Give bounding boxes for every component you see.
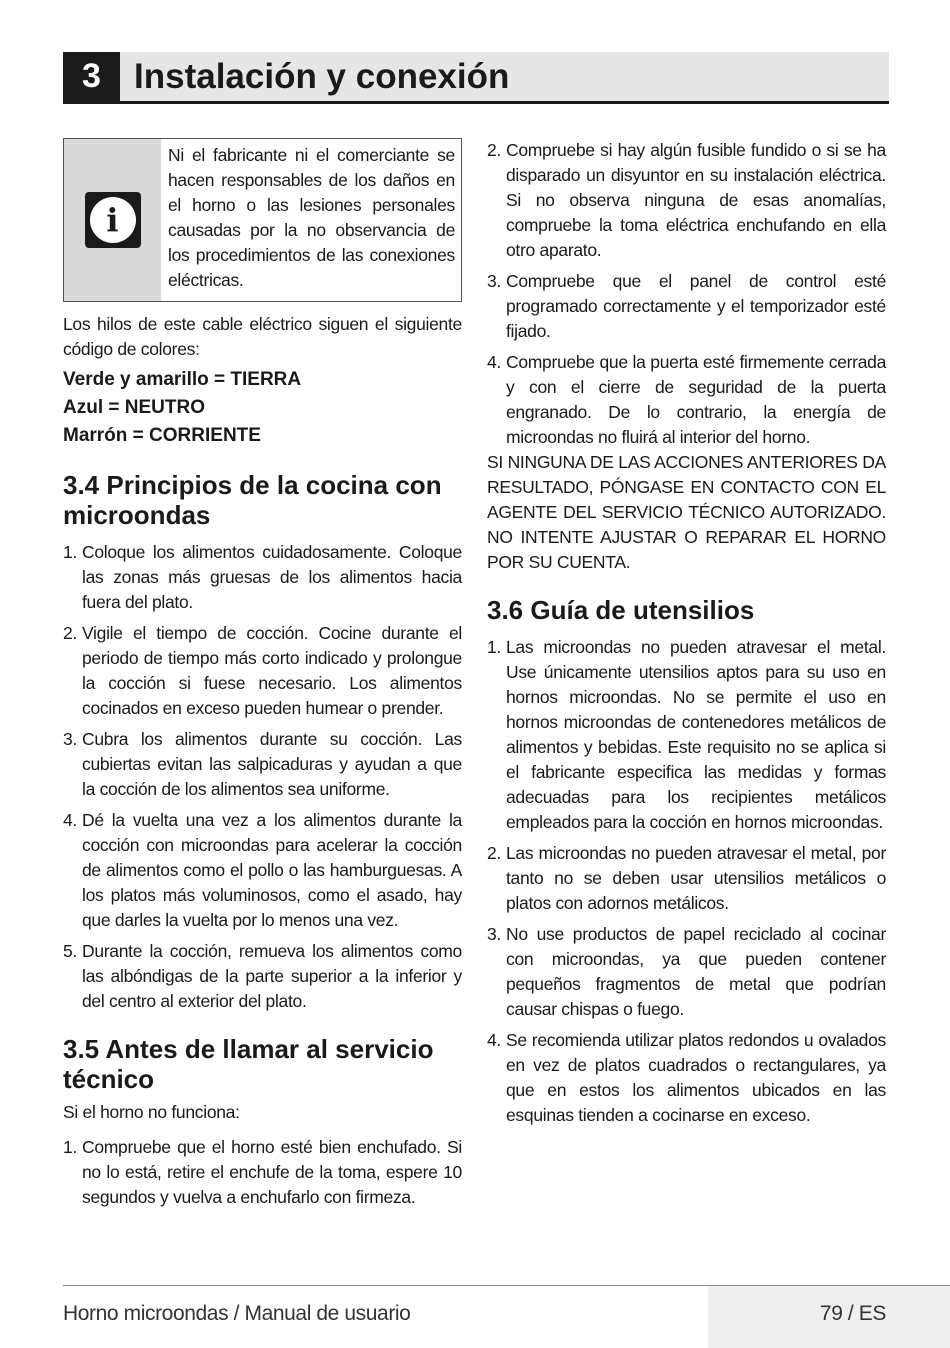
section-3-5-list-part2 (487, 138, 886, 450)
page-number: 79 / ES (819, 1302, 886, 1325)
info-note (63, 138, 462, 302)
list-item: 5. Durante la cocción, remueva los alimentos como las albóndigas de la parte superior a la inferior y del centro al exterior del plato. (63, 941, 462, 1011)
section-3-5-intro: Si el horno no funciona: (63, 1102, 240, 1122)
list-item: 1. Compruebe que el horno esté bien enchufado. Si no lo está, retire el enchufe de la toma, espere 10 segundos y vuelva a enchufarlo con firmeza. (63, 1137, 462, 1207)
section-3-5-list-part1 (63, 1135, 462, 1210)
service-warning: SI NINGUNA DE LAS ACCIONES ANTERIORES DA RESULTADO, PÓNGASE EN CONTACTO CON EL AGENTE DEL SERVICIO TÉCNICO AUTORIZADO. NO INTENTE AJUSTAR O REPARAR EL HORNO POR SU CUENTA. (487, 452, 886, 572)
chapter-header (63, 52, 889, 104)
list-item: 4. Dé la vuelta una vez a los alimentos durante la cocción con microondas para acelerar la cocción de alimentos como el pollo o las hamburguesas. A los platos más voluminosos, como el asado, hay que darles la vuelta por lo menos una vez. (63, 810, 462, 930)
color-code-earth: Verde y amarillo = TIERRA (63, 369, 302, 390)
section-3-6-title: 3.6 Guía de utensilios (487, 595, 755, 625)
section-3-5-title: 3.5 Antes de llamar al servicio técnico (63, 1034, 434, 1094)
list-item: 2. Las microondas no pueden atravesar el metal, por tanto no se deben usar utensilios metálicos o platos con adornos metálicos. (487, 843, 886, 913)
list-item: 3. No use productos de papel reciclado al cocinar con microondas, ya que pueden contener pequeños fragmentos de metal que podrían causar chispas o fuego. (487, 924, 886, 1019)
footer-manual-title: Horno microondas / Manual de usuario (63, 1302, 411, 1325)
list-item: 1. Coloque los alimentos cuidadosamente. Coloque las zonas más gruesas de los alimentos hacia fuera del plato. (63, 542, 462, 612)
color-code-neutral: Azul = NEUTRO (63, 397, 205, 418)
wiring-intro: Los hilos de este cable eléctrico siguen el siguiente código de colores: (63, 314, 462, 359)
section-3-6-list (487, 635, 886, 1128)
info-icon: i (85, 192, 141, 248)
list-item: 2. Compruebe si hay algún fusible fundido o si se ha disparado un disyuntor en su instalación eléctrica. Si no observa ninguna de esas anomalías, compruebe la toma eléctrica enchufando en ella otro aparato. (487, 140, 886, 260)
list-item: 3. Cubra los alimentos durante su cocción. Las cubiertas evitan las salpicaduras y ayudan a que la cocción de los alimentos sea uniforme. (63, 729, 462, 799)
wiring-color-codes (63, 366, 462, 450)
list-item: 1. Las microondas no pueden atravesar el metal. Use únicamente utensilios aptos para su uso en hornos microondas. No se permite el uso en hornos microondas de contenedores metálicos de alimentos y bebidas. Este requisito no se aplica si el fabricante especifica las medidas y formas adecuadas para los recipientes metálicos empleados para la cocción en hornos microondas. (487, 637, 886, 832)
color-code-live: Marrón = CORRIENTE (63, 425, 261, 446)
list-item: 4. Se recomienda utilizar platos redondos u ovalados en vez de platos cuadrados o rectangulares, ya que en estos los alimentos ubicados en las esquinas tienden a cocinarse en exceso. (487, 1030, 886, 1125)
chapter-number: 3 (63, 52, 120, 101)
list-item: 4. Compruebe que la puerta esté firmemente cerrada y con el cierre de seguridad de la puerta engranado. De lo contrario, la energía de microondas no fluirá al interior del horno. (487, 352, 886, 447)
section-3-4-title: 3.4 Principios de la cocina con microondas (63, 470, 442, 530)
section-3-4-list (63, 540, 462, 1014)
info-icon-cell (64, 139, 161, 301)
left-column (63, 138, 462, 1216)
list-item: 3. Compruebe que el panel de control esté programado correctamente y el temporizador esté fijado. (487, 271, 886, 341)
info-note-text: Ni el fabricante ni el comerciante se hacen responsables de los daños en el horno o las lesiones personales causadas por la no observancia de los procedimientos de las conexiones eléctricas. (168, 145, 455, 290)
list-item: 2. Vigile el tiempo de cocción. Cocine durante el periodo de tiempo más corto indicado y prolongue la cocción si fuese necesario. Los alimentos cocinados en exceso pueden humear o prender. (63, 623, 462, 718)
right-column (487, 138, 886, 1134)
chapter-title: Instalación y conexión (134, 57, 510, 96)
